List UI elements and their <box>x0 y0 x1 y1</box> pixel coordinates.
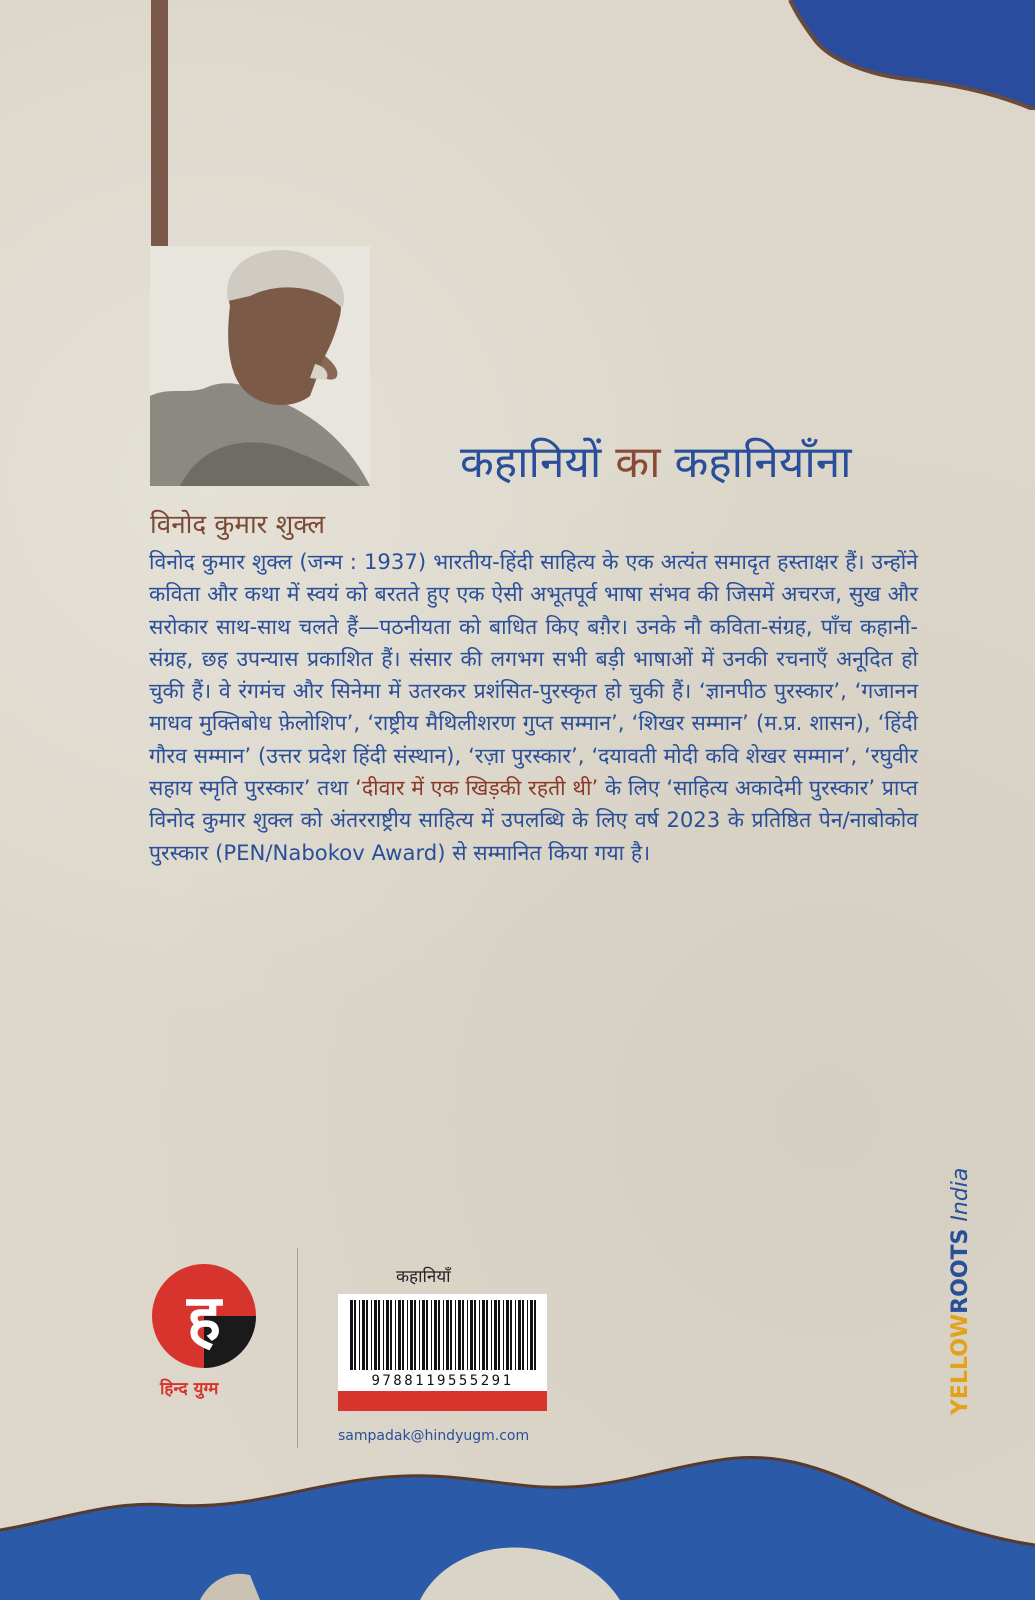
barcode-bar <box>431 1300 432 1370</box>
barcode-bar <box>530 1300 533 1370</box>
barcode-bar <box>410 1300 413 1370</box>
barcode-bar <box>467 1300 468 1370</box>
barcode-bar <box>386 1300 389 1370</box>
barcode-bar <box>395 1300 396 1370</box>
title-part-3: कहानियाँना <box>660 437 852 488</box>
barcode-bar <box>422 1300 425 1370</box>
bio-text-1: विनोद कुमार शुक्ल (जन्म : 1937) भारतीय-हिंदी साहित्य के एक अत्यंत समादृत हस्ताक्षर हैं। उन्होंने कविता और कथा में स्वयं को बरतते हुए एक ऐसी अभूतपूर्व भाषा संभव की जिसमें अचरज, सुख और सरोकार साथ-साथ चलते हैं—पठनीयता को बाधित किए बग़ैर। उनके नौ कविता-संग्रह, पाँच कहानी-संग्रह, छह उपन्यास प्रकाशित हैं। संसार की लगभग सभी बड़ी भाषाओं में उनकी रचनाएँ अनूदित हो चुकी हैं। वे रंगमंच और सिनेमा में उतरकर प्रशंसित-पुरस्कृत हो चुकी हैं। ‘ज्ञानपीठ पुरस्कार’, ‘गजानन माधव मुक्तिबोध फ़ेलोशिप’, ‘राष्ट्रीय मैथिलीशरण गुप्त सम्मान’, ‘शिखर सम्मान’ (म.प्र. शासन), ‘हिंदी गौरव सम्मान’ (उत्तर प्रदेश हिंदी संस्थान), ‘रज़ा पुरस्कार’, ‘दयावती मोदी कवि शेखर सम्मान’, ‘रघुवीर सहाय स्मृति पुरस्कार’ तथा <box>149 549 918 801</box>
barcode-bar <box>414 1300 416 1370</box>
barcode-bar <box>359 1300 360 1370</box>
barcode-bar <box>503 1300 504 1370</box>
barcode-red-band <box>338 1391 547 1411</box>
imprint-india: India <box>948 1167 973 1229</box>
publisher-logo-icon <box>150 1262 258 1370</box>
publisher-email: sampadak@hindyugm.com <box>338 1428 530 1444</box>
imprint-yellow: YELLOW <box>948 1313 973 1415</box>
barcode-bar <box>383 1300 384 1370</box>
barcode-bar <box>450 1300 452 1370</box>
bio-text-2: के लिए ‘साहित्य अकादेमी पुरस्कार’ प्राप्त विनोद कुमार शुक्ल को अंतरराष्ट्रीय साहित्य में उपलब्धि के लिए वर्ष 2023 के प्रतिष्ठित पेन/नाबोकोव पुरस्कार (PEN/Nabokov Award) से सम्मानित किया गया है। <box>149 775 918 865</box>
barcode-bar <box>443 1300 444 1370</box>
barcode-bar <box>470 1300 473 1370</box>
barcode-bar <box>371 1300 372 1370</box>
barcode-bar <box>434 1300 437 1370</box>
barcode-bar <box>498 1300 500 1370</box>
isbn-number: 9788119555291 <box>371 1373 514 1389</box>
barcode-bar <box>350 1300 353 1370</box>
barcode-bar <box>398 1300 401 1370</box>
title-part-2: का <box>615 437 661 488</box>
barcode-bar <box>510 1300 512 1370</box>
barcode-bar <box>518 1300 521 1370</box>
barcode-bar <box>362 1300 365 1370</box>
barcode-bar <box>426 1300 428 1370</box>
barcode-bar <box>419 1300 420 1370</box>
barcode-bar <box>494 1300 497 1370</box>
title-part-1: कहानियों <box>460 437 616 488</box>
barcode-bars <box>338 1294 547 1372</box>
barcode-bar <box>515 1300 516 1370</box>
barcode-bar <box>486 1300 488 1370</box>
barcode-bar <box>374 1300 377 1370</box>
genre-label: कहानियाँ <box>396 1267 451 1287</box>
barcode-bar <box>458 1300 461 1370</box>
barcode-bar <box>446 1300 449 1370</box>
barcode-bar <box>491 1300 492 1370</box>
barcode-bar <box>378 1300 380 1370</box>
svg-text:ह: ह <box>187 1282 221 1356</box>
barcode-bar <box>534 1300 536 1370</box>
barcode-bar <box>438 1300 440 1370</box>
bio-highlight: ‘दीवार में एक खिड़की रहती थी’ <box>355 775 599 801</box>
imprint-roots: ROOTS <box>948 1228 973 1314</box>
barcode-bar <box>402 1300 404 1370</box>
barcode-bar <box>522 1300 524 1370</box>
author-photo <box>150 246 370 486</box>
barcode-bar <box>474 1300 476 1370</box>
barcode-bar <box>506 1300 509 1370</box>
barcode-bar <box>390 1300 392 1370</box>
barcode-bar <box>527 1300 528 1370</box>
author-bio <box>149 546 918 869</box>
book-title <box>460 430 852 490</box>
vertical-divider <box>297 1248 298 1448</box>
author-name: विनोद कुमार शुक्ल <box>150 510 326 540</box>
barcode-bar <box>462 1300 464 1370</box>
barcode-bar <box>455 1300 456 1370</box>
publisher-name: हिन्द युग्म <box>160 1379 219 1399</box>
barcode-bar <box>354 1300 356 1370</box>
imprint-logo <box>948 1168 973 1415</box>
barcode-bar <box>366 1300 368 1370</box>
barcode-bar <box>407 1300 408 1370</box>
barcode-bar <box>482 1300 485 1370</box>
barcode-bar <box>479 1300 480 1370</box>
